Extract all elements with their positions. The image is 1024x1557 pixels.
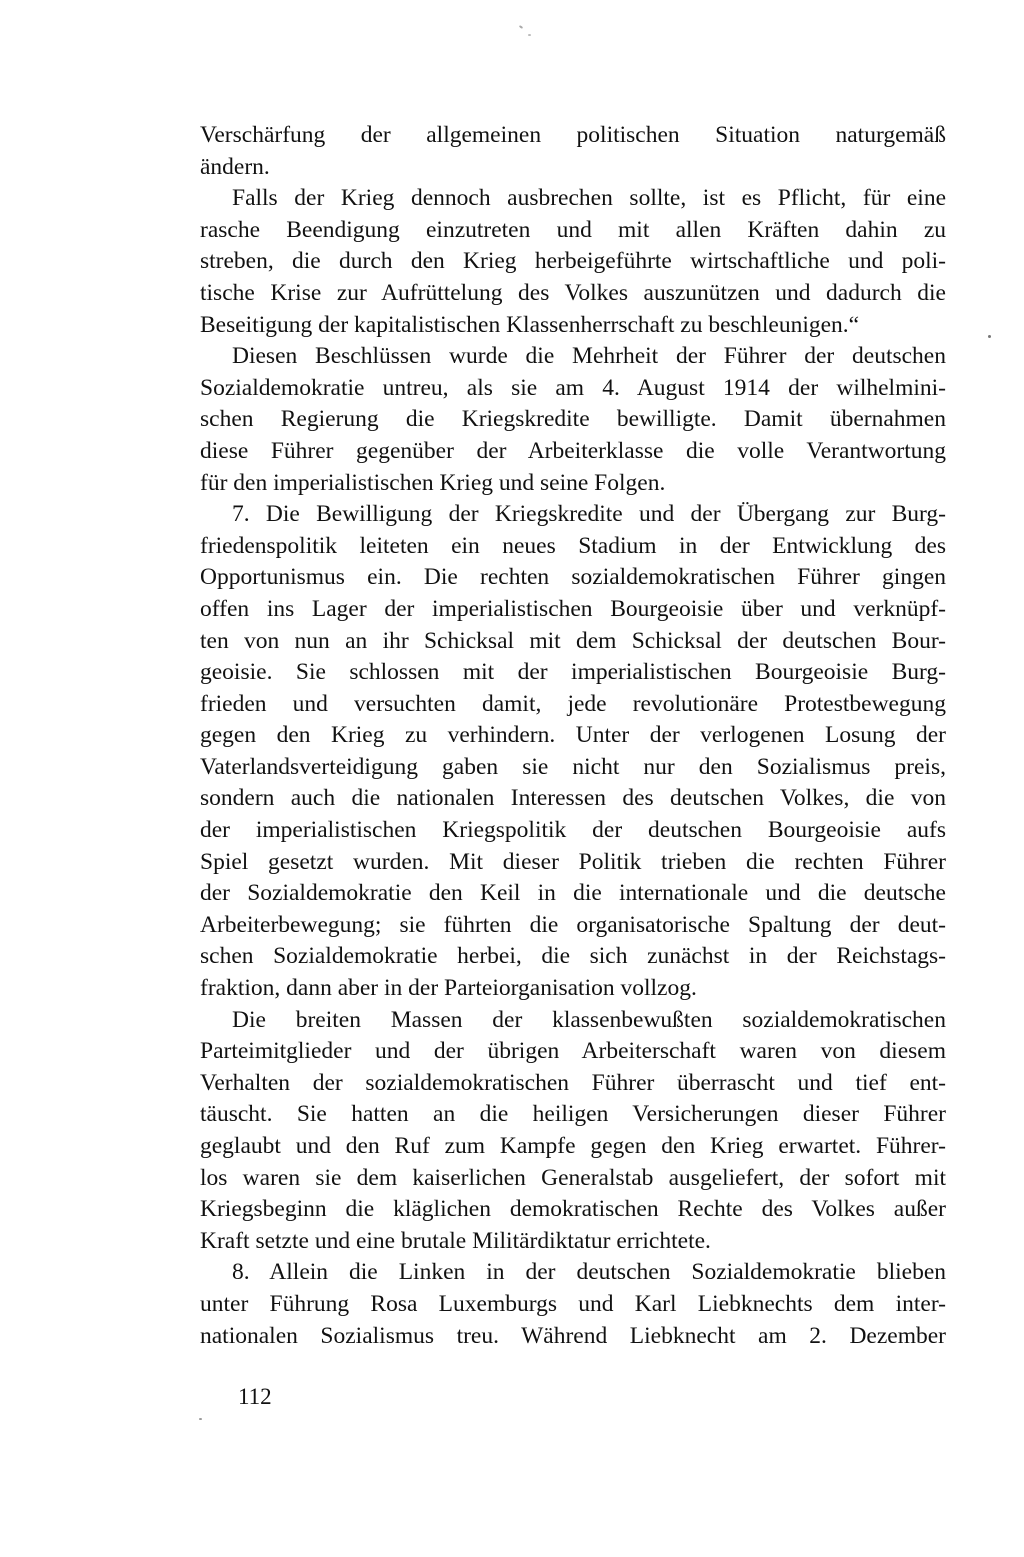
text-line: Kraft setzte und eine brutale Militärdiktatur errichtete. (200, 1227, 711, 1254)
text-line: Verschärfung der allgemeinen politischen Situation naturgemäß (200, 122, 946, 148)
text-line: Spiel gesetzt wurden. Mit dieser Politik trieben die rechten Führer (200, 848, 946, 875)
text-line: unter Führung Rosa Luxemburgs und Karl Liebknechts dem inter- (200, 1290, 946, 1317)
text-line: fraktion, dann aber in der Parteiorganisation vollzog. (200, 975, 697, 1002)
print-speck (528, 34, 531, 36)
text-line: schen Sozialdemokratie herbei, die sich zunächst in der Reichstags- (200, 943, 946, 970)
text-line: ten von nun an ihr Schicksal mit dem Schicksal der deutschen Bour- (200, 627, 946, 654)
text-line: ändern. (200, 153, 270, 180)
text-line: Opportunismus ein. Die rechten sozialdemokratischen Führer gingen (200, 564, 946, 591)
text-line: nationalen Sozialismus treu. Während Liebknecht am 2. Dezember (200, 1322, 946, 1349)
print-speck (199, 1418, 202, 1420)
text-line: gegen den Krieg zu verhindern. Unter der verlogenen Losung der (200, 722, 946, 749)
text-line: Die breiten Massen der klassenbewußten sozialdemokratischen (232, 1006, 946, 1033)
text-line: Kriegsbeginn die kläglichen demokratischen Rechte des Volkes außer (200, 1196, 946, 1223)
text-line: friedenspolitik leiteten ein neues Stadium in der Entwicklung des (200, 532, 946, 559)
text-line: Arbeiterbewegung; sie führten die organisatorische Spaltung der deut- (200, 911, 946, 938)
text-line: Parteimitglieder und der übrigen Arbeiterschaft waren von diesem (200, 1038, 946, 1065)
text-line: tische Krise zur Aufrüttelung des Volkes auszunützen und dadurch die (200, 279, 946, 306)
text-line: los waren sie dem kaiserlichen Generalstab ausgeliefert, der sofort mit (200, 1164, 946, 1191)
text-line: der Sozialdemokratie den Keil in die internationale und die deutsche (200, 880, 946, 907)
text-line: geoisie. Sie schlossen mit der imperialistischen Bourgeoisie Burg- (200, 659, 946, 686)
text-line: streben, die durch den Krieg herbeigeführte wirtschaftliche und poli- (200, 248, 946, 275)
body-text (200, 120, 946, 1352)
text-line: für den imperialistischen Krieg und seine Folgen. (200, 469, 666, 496)
print-speck (519, 25, 523, 29)
text-line: Sozialdemokratie untreu, als sie am 4. August 1914 der wilhelmini- (200, 374, 946, 401)
text-line: Diesen Beschlüssen wurde die Mehrheit der Führer der deutschen (232, 343, 946, 370)
text-line: der imperialistischen Kriegspolitik der deutschen Bourgeoisie aufs (200, 817, 946, 844)
text-line: sondern auch die nationalen Interessen des deutschen Volkes, die von (200, 785, 946, 812)
page-number: 112 (238, 1384, 272, 1409)
text-line: Verhalten der sozialdemokratischen Führer überrascht und tief ent- (200, 1069, 946, 1096)
text-line: 7. Die Bewilligung der Kriegskredite und der Übergang zur Burg- (232, 501, 946, 528)
text-line: Falls der Krieg dennoch ausbrechen sollte, ist es Pflicht, für eine (232, 185, 946, 212)
text-line: geglaubt und den Ruf zum Kampfe gegen den Krieg erwartet. Führer- (200, 1133, 946, 1159)
text-line: täuscht. Sie hatten an die heiligen Versicherungen dieser Führer (200, 1101, 946, 1128)
text-line: Beseitigung der kapitalistischen Klassenherrschaft zu beschleunigen.“ (200, 311, 860, 338)
text-line: schen Regierung die Kriegskredite bewilligte. Damit übernahmen (200, 406, 946, 433)
text-line: rasche Beendigung einzutreten und mit allen Kräften dahin zu (200, 216, 946, 243)
text-line: Vaterlandsverteidigung gaben sie nicht nur den Sozialismus preis, (200, 753, 946, 780)
text-line: 8. Allein die Linken in der deutschen Sozialdemokratie blieben (232, 1259, 946, 1286)
text-line: diese Führer gegenüber der Arbeiterklasse die volle Verantwortung (200, 437, 946, 464)
print-speck (988, 335, 991, 338)
text-line: offen ins Lager der imperialistischen Bourgeoisie über und verknüpf- (200, 595, 946, 622)
text-line: frieden und versuchten damit, jede revolutionäre Protestbewegung (200, 690, 946, 717)
